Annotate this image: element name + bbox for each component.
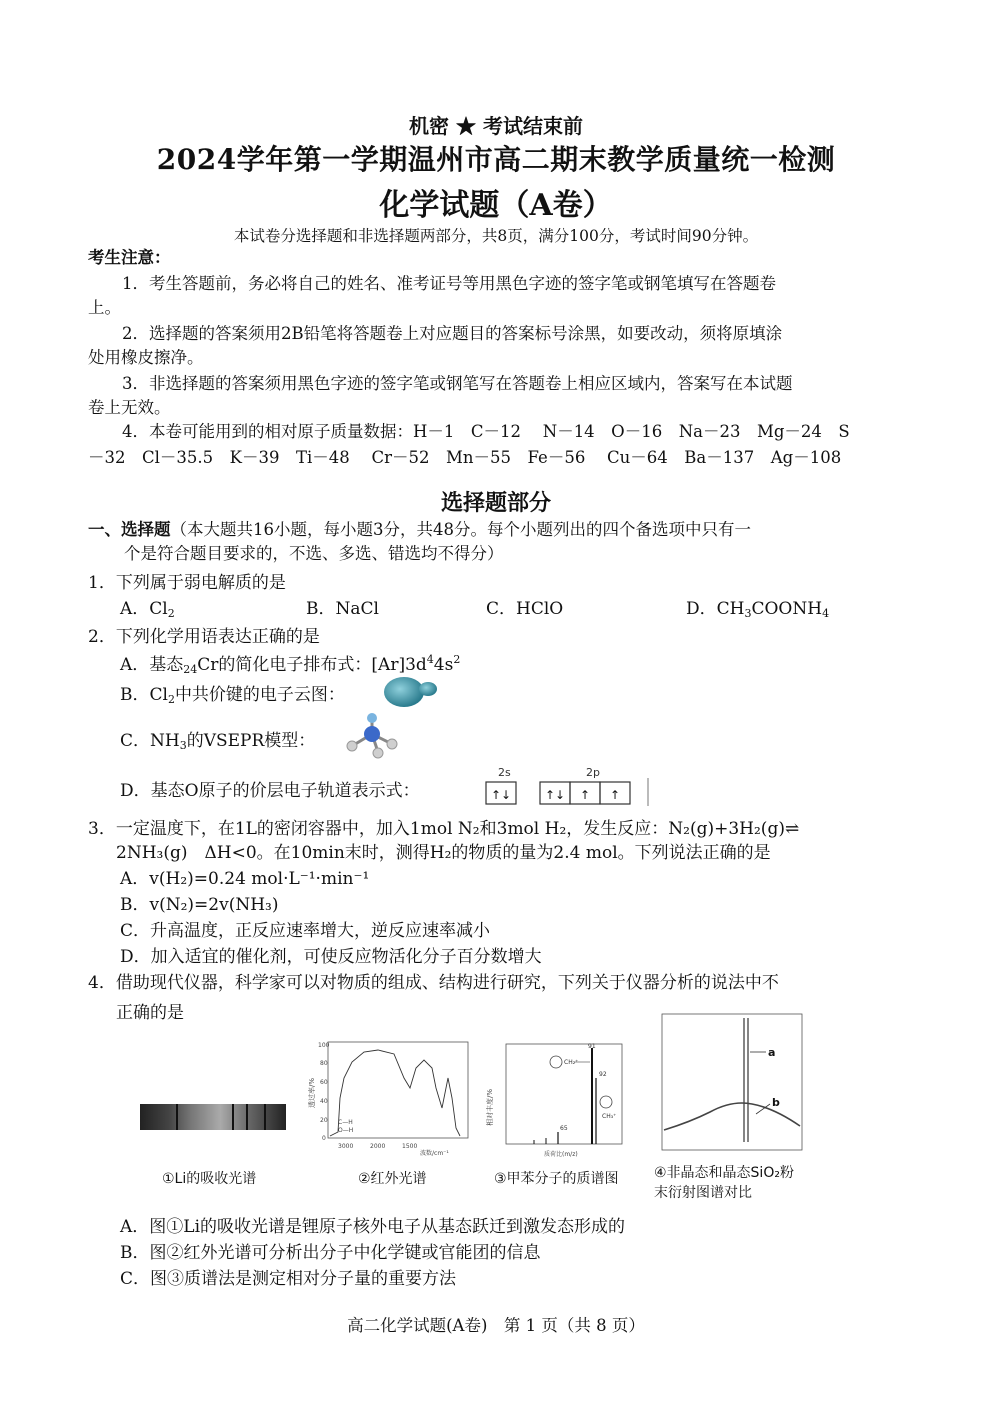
orbital-diagram: [482, 764, 652, 808]
q1-option-c: C．HClO: [486, 599, 564, 619]
xrd-pattern-image: [660, 1012, 804, 1152]
figure-3-caption: ③甲苯分子的质谱图: [494, 1171, 619, 1187]
figure-4-caption-cont: 末衍射图谱对比: [654, 1185, 752, 1201]
q2-stem: 2．下列化学用语表达正确的是: [88, 627, 320, 647]
q4-option-b: B．图②红外光谱可分析出分子中化学键或官能团的信息: [120, 1243, 541, 1263]
svg-text:b: b: [772, 1096, 780, 1109]
q1-stem: 1．下列属于弱电解质的是: [88, 573, 286, 593]
svg-text:40: 40: [320, 1098, 328, 1105]
svg-text:0: 0: [322, 1135, 326, 1142]
notice-heading: 考生注意：: [88, 248, 171, 267]
q4-line-2: 正确的是: [116, 1003, 184, 1023]
nh3-vsepr-model-image: [344, 710, 404, 760]
svg-text:92: 92: [599, 1071, 607, 1078]
q3-option-d: D．加入适宜的催化剂，可使反应物活化分子百分数增大: [120, 947, 542, 967]
notice-item-3-cont: 卷上无效。: [88, 398, 171, 417]
q3-option-c: C．升高温度，正反应速率增大，逆反应速率减小: [120, 921, 491, 941]
ms-x-label: 质荷比(m/z): [544, 1151, 578, 1158]
q3-line-2: 2NH₃(g) ΔH<0。在10min末时，测得H₂的物质的量为2.4 mol。下列说法正确的是: [116, 843, 771, 863]
q1-option-d: D．$CH_3COONH_4$: [686, 599, 830, 620]
part-desc: （本大题共16小题，每小题3分，共48分。每个小题列出的四个备选项中只有一: [170, 520, 751, 539]
confidential-label: 机密 ★ 考试结束前: [409, 114, 583, 138]
ir-x-label: 波数/cm⁻¹: [420, 1150, 449, 1156]
q4-line-1: 4．借助现代仪器，科学家可以对物质的组成、结构进行研究，下列关于仪器分析的说法中不: [88, 973, 779, 993]
svg-text:↑: ↑: [580, 788, 591, 802]
notice-item-2-cont: 处用橡皮擦净。: [88, 348, 204, 367]
svg-text:CH₂⁺: CH₂⁺: [564, 1059, 579, 1066]
li-absorption-spectrum-image: [140, 1104, 286, 1130]
svg-text:2000: 2000: [370, 1143, 386, 1150]
ir-y-label: 透过率/%: [308, 1077, 316, 1108]
svg-text:100: 100: [318, 1042, 330, 1049]
figure-1-caption: ①Li的吸收光谱: [162, 1171, 257, 1187]
q1-option-b: B．NaCl: [306, 599, 379, 619]
notice-item-1-cont: 上。: [88, 298, 121, 317]
svg-text:65: 65: [560, 1125, 568, 1132]
svg-text:20: 20: [320, 1117, 328, 1124]
ir-spectrum-image: [308, 1038, 472, 1156]
orbital-2p-label: 2p: [586, 766, 600, 779]
q3-option-b: B．v(N₂)=2v(NH₃): [120, 895, 279, 915]
svg-text:↑↓: ↑↓: [545, 788, 566, 802]
ms-y-label: 相对丰度/%: [486, 1088, 494, 1126]
mass-spectrum-image: [484, 1040, 628, 1160]
svg-text:60: 60: [320, 1079, 328, 1086]
part-heading: [88, 518, 751, 542]
orbital-2s-label: 2s: [498, 766, 511, 779]
svg-text:O—H: O—H: [338, 1127, 354, 1134]
svg-text:↑↓: ↑↓: [491, 788, 512, 802]
svg-text:80: 80: [320, 1060, 328, 1067]
q2-option-a: A．基态$_{24}$Cr的简化电子排布式：$[Ar]3d^44s^2$: [120, 653, 461, 676]
notice-item-4: 4．本卷可能用到的相对原子质量数据：H－1 C－12 N－14 O－16 Na－23 Mg－24 S: [122, 422, 850, 441]
exam-title: 2024学年第一学期温州市高二期末教学质量统一检测: [156, 143, 836, 176]
notice-item-2: 2．选择题的答案须用2B铅笔将答题卷上对应题目的答案标号涂黑，如要改动，须将原填涂: [122, 324, 783, 343]
part-label: 一、选择题: [88, 520, 171, 539]
exam-subtitle: 化学试题（A卷）: [379, 188, 613, 223]
svg-text:1500: 1500: [402, 1143, 418, 1150]
q1-option-a: A．$Cl_2$: [120, 599, 175, 620]
q3-line-1: 3．一定温度下，在1L的密闭容器中，加入1mol N₂和3mol H₂，发生反应：N₂(g)+3H₂(g)⇌: [88, 819, 800, 839]
svg-text:91: 91: [588, 1043, 596, 1050]
q2-option-c: C．$NH_3$的VSEPR模型：: [120, 731, 316, 752]
q2-option-b: B．$Cl_2$中共价键的电子云图：: [120, 685, 345, 706]
svg-text:CH₃⁺: CH₃⁺: [602, 1113, 617, 1120]
q4-option-c: C．图③质谱法是测定相对分子量的重要方法: [120, 1269, 457, 1289]
q4-option-a: A．图①Li的吸收光谱是锂原子核外电子从基态跃迁到激发态形成的: [120, 1217, 626, 1237]
q2-option-d: D．基态O原子的价层电子轨道表示式：: [120, 781, 420, 801]
figure-2-caption: ②红外光谱: [358, 1171, 427, 1187]
notice-item-1: 1．考生答题前，务必将自己的姓名、准考证号等用黑色字迹的签字笔或钢笔填写在答题卷: [122, 274, 776, 293]
page-footer: 高二化学试题(A卷) 第 1 页（共 8 页）: [347, 1316, 645, 1335]
figure-4-caption: ④非晶态和晶态SiO₂粉: [654, 1165, 794, 1181]
svg-text:3000: 3000: [338, 1143, 354, 1150]
electron-cloud-image: [382, 674, 442, 710]
q3-option-a: A．v(H₂)=0.24 mol·L⁻¹·min⁻¹: [120, 869, 370, 889]
svg-text:a: a: [768, 1046, 776, 1059]
notice-item-3: 3．非选择题的答案须用黑色字迹的签字笔或钢笔写在答题卷上相应区域内，答案写在本试题: [122, 374, 793, 393]
notice-item-4-cont: －32 Cl－35.5 K－39 Ti－48 Cr－52 Mn－55 Fe－56 Cu－64 Ba－137 Ag－108: [88, 448, 842, 467]
exam-intro: 本试卷分选择题和非选择题两部分，共8页，满分100分，考试时间90分钟。: [233, 227, 759, 245]
svg-text:↑: ↑: [610, 788, 621, 802]
svg-text:C—H: C—H: [338, 1119, 353, 1126]
part-desc-cont: 个是符合题目要求的，不选、多选、错选均不得分）: [124, 544, 504, 563]
section-title: 选择题部分: [440, 490, 551, 516]
